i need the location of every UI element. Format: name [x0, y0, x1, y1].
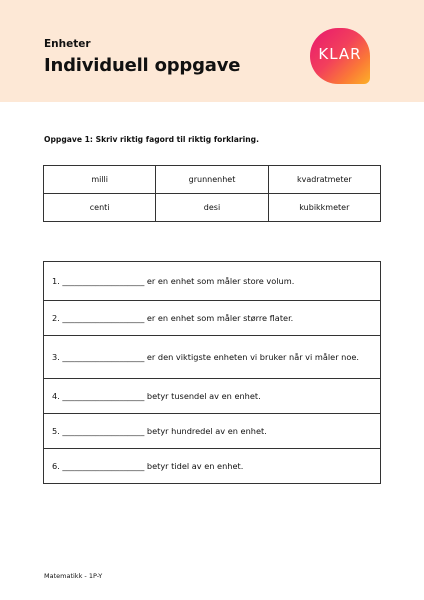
header-band	[0, 0, 424, 102]
term-table	[43, 165, 381, 222]
klar-logo	[310, 28, 370, 84]
term-cell: grunnenhet	[156, 166, 268, 194]
statement-text: 5. ____________________ betyr hundredel av en enhet.	[44, 414, 381, 449]
statement-text: 6. ____________________ betyr tidel av en enhet.	[44, 449, 381, 484]
statement-row	[44, 262, 381, 301]
statement-row	[44, 449, 381, 484]
term-cell: milli	[44, 166, 156, 194]
term-cell: kubikkmeter	[268, 194, 380, 222]
footer-text: Matematikk - 1P-Y	[44, 572, 103, 580]
logo-text: KLAR	[318, 45, 362, 63]
subject-label: Enheter	[44, 38, 91, 50]
term-cell: desi	[156, 194, 268, 222]
statement-text: 2. ____________________ er en enhet som måler større flater.	[44, 301, 381, 336]
term-row	[44, 166, 381, 194]
term-row	[44, 194, 381, 222]
statement-row	[44, 301, 381, 336]
statement-text: 4. ____________________ betyr tusendel av en enhet.	[44, 379, 381, 414]
term-cell: kvadratmeter	[268, 166, 380, 194]
statement-table	[43, 261, 381, 484]
statement-row	[44, 379, 381, 414]
page-title: Individuell oppgave	[44, 55, 241, 76]
term-cell: centi	[44, 194, 156, 222]
task-heading: Oppgave 1: Skriv riktig fagord til riktig forklaring.	[44, 135, 259, 144]
statement-row	[44, 414, 381, 449]
statement-text: 3. ____________________ er den viktigste enheten vi bruker når vi måler noe.	[44, 336, 381, 379]
statement-text: 1. ____________________ er en enhet som måler store volum.	[44, 262, 381, 301]
statement-row	[44, 336, 381, 379]
